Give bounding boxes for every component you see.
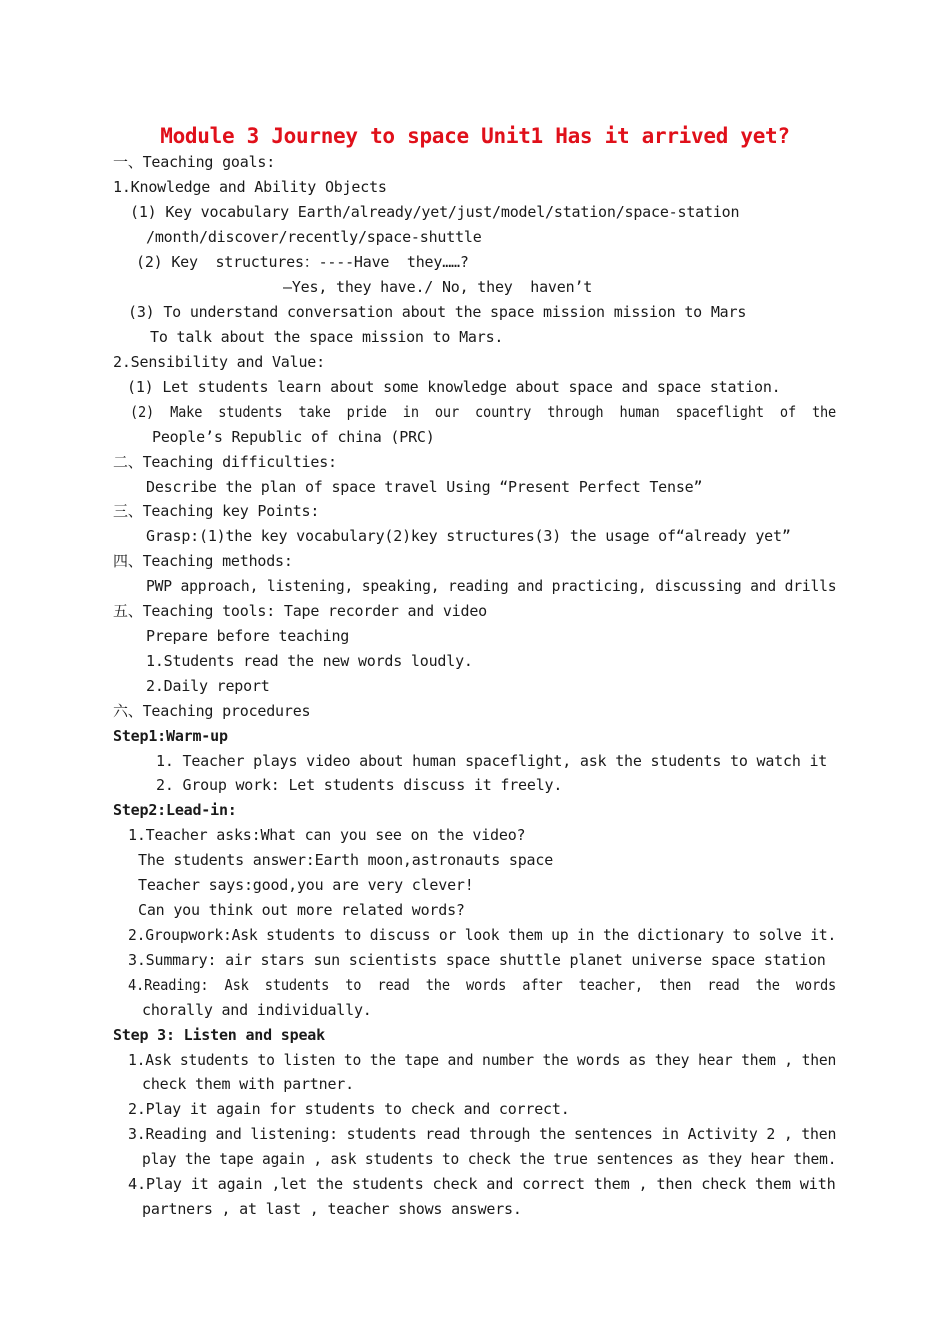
text-line: (1) Let students learn about some knowledge about space and space station. [127,378,781,396]
text-line: People’s Republic of china (PRC) [152,428,435,446]
text-line: PWP approach, listening, speaking, reading and practicing, discussing and drills [146,577,837,595]
text-line: 3.Reading and listening: students read through the sentences in Activity 2 , then [128,1125,837,1143]
text-line: Can you think out more related words? [138,901,465,919]
text-line: (2) Key structures：----Have they……? [136,253,469,271]
text-line: chorally and individually. [142,1001,372,1019]
text-line: 二、Teaching difficulties: [113,453,337,471]
document-title: Module 3 Journey to space Unit1 Has it arrived yet? [160,124,790,148]
text-line: 1. Teacher plays video about human spaceflight, ask the students to watch it [156,752,828,770]
text-line: 五、Teaching tools: Tape recorder and video [113,602,488,620]
text-line: /month/discover/recently/space-shuttle [146,228,482,246]
text-line: 六、Teaching procedures [113,702,311,720]
text-line: 一、Teaching goals: [113,153,276,171]
text-line: 2.Play it again for students to check and correct. [128,1100,570,1118]
text-line: partners , at last , teacher shows answers. [142,1200,522,1218]
text-line: 1.Ask students to listen to the tape and number the words as they hear them , then [128,1051,837,1069]
text-line: Grasp:(1)the key vocabulary(2)key structures(3) the usage of“already yet” [146,527,791,545]
text-line: 2.Daily report [146,677,270,695]
section-heading: Step2:Lead-in: [113,801,237,819]
text-line: 2.Sensibility and Value: [113,353,325,371]
text-line: check them with partner. [142,1075,354,1093]
text-line: The students answer:Earth moon,astronauts space [138,851,554,869]
text-line: Describe the plan of space travel Using “Present Perfect Tense” [146,478,703,496]
text-line: 四、Teaching methods: [113,552,293,570]
text-line: Prepare before teaching [146,627,350,645]
section-heading: Step1:Warm-up [113,727,228,745]
text-line: (1) Key vocabulary Earth/already/yet/just/model/station/space-station [130,203,740,221]
text-line: 4.Reading: Ask students to read the words after teacher, then read the words [128,976,837,994]
section-heading: Step 3: Listen and speak [113,1026,325,1044]
text-line: (2) Make students take pride in our country through human spaceflight of the [130,403,837,421]
text-line: To talk about the space mission to Mars. [150,328,504,346]
text-line: 1.Students read the new words loudly. [146,652,473,670]
text-line: —Yes, they have./ No, they haven’t [283,278,593,296]
text-line: play the tape again , ask students to check the true sentences as they hear them. [142,1150,837,1168]
text-line: 3.Summary: air stars sun scientists space shuttle planet universe space station [128,951,826,969]
text-line: (3) To understand conversation about the space mission mission to Mars [128,303,747,321]
text-line: 1.Teacher asks:What can you see on the video? [128,826,526,844]
text-line: 2. Group work: Let students discuss it freely. [156,776,563,794]
text-line: 1.Knowledge and Ability Objects [113,178,387,196]
text-line: 三、Teaching key Points: [113,502,320,520]
text-line: 4.Play it again ,let the students check and correct them , then check them with [128,1175,836,1193]
text-line: Teacher says:good,you are very clever! [138,876,474,894]
text-line: 2.Groupwork:Ask students to discuss or look them up in the dictionary to solve it. [128,926,837,944]
